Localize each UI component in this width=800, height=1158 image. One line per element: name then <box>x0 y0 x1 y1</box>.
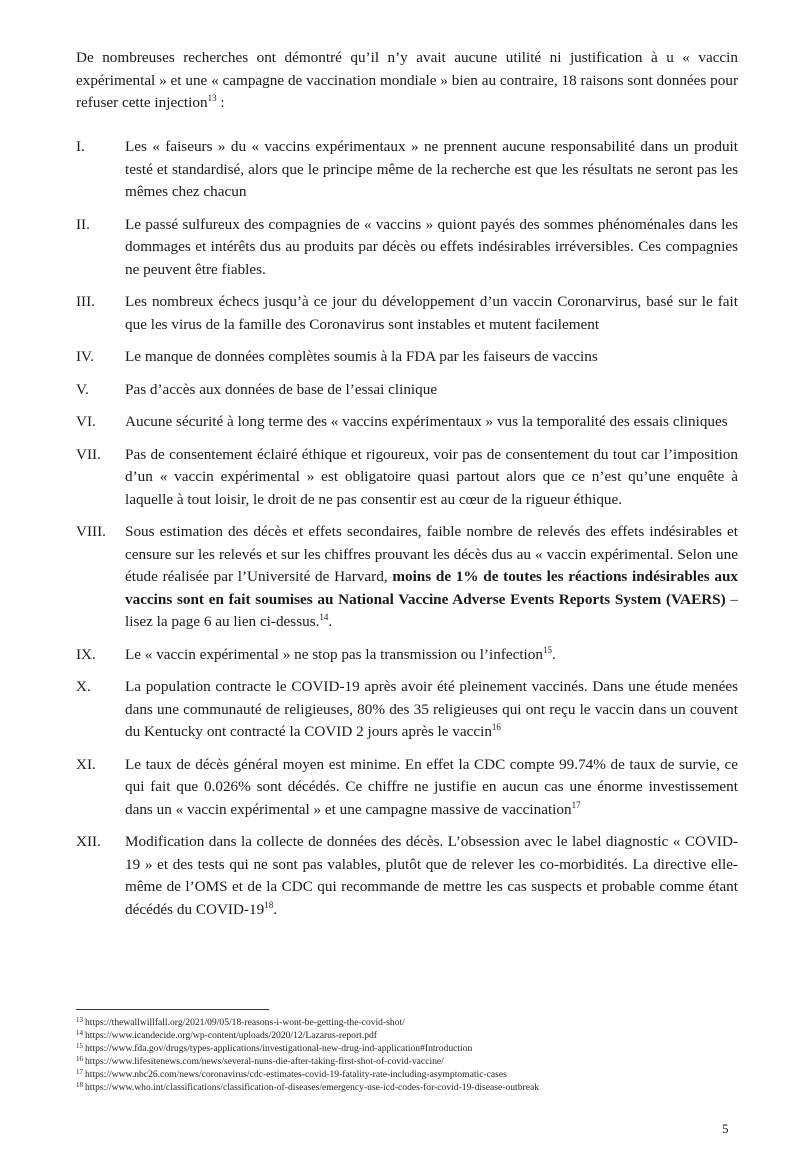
list-item <box>76 754 738 822</box>
list-item <box>76 831 738 921</box>
footnote-ref: 18 <box>264 899 274 910</box>
item-number: V. <box>76 380 89 398</box>
footnote <box>76 1042 738 1055</box>
item-number: IV. <box>76 348 94 365</box>
item-text: Le taux de décès général moyen est minime. En effet la CDC compte 99.74% de taux de survie, ce qui fait que 0.026% sont décédés. Ce chiffre ne justifie en aucun cas une énorme investissement dans un « vaccin expérimental » et une campagne massive de vaccination <box>125 755 738 818</box>
footnote-ref: 14 <box>319 612 329 622</box>
item-text: Pas d’accès aux données de base de l’essai clinique <box>125 380 438 398</box>
list-item <box>76 346 738 369</box>
item-number: XI. <box>76 755 96 773</box>
item-text: La population contracte le COVID-19 après avoir été pleinement vaccinés. Dans une étude menées dans une communauté de religieuses, 80% des 35 religieuses qui ont reçu le vaccin dans un couvent du Kentucky ont contracté la COVID 2 jours après le vaccin <box>125 678 738 740</box>
footnote-number: 18 <box>76 1081 83 1090</box>
item-text: Les « faiseurs » du « vaccins expérimentaux » ne prennent aucune responsabilité dans un produit testé et standardisé, alors que le principe même de la recherche est que les résultats ne seront pas les mêmes chez chacun <box>125 138 738 200</box>
footnote-link[interactable]: https://www.nbc26.com/news/coronavirus/cdc-estimates-covid-19-fatality-rate-including-asymptomatic-cases <box>85 1069 507 1081</box>
list-item <box>76 411 738 434</box>
item-number: II. <box>76 215 90 233</box>
list-item <box>76 214 738 282</box>
footnote <box>76 1068 738 1081</box>
intro-text: De nombreuses recherches ont démontré qu’il n’y avait aucune utilité ni justification à u « vaccin expérimental » et une « campagne de vaccination mondiale » bien au contraire, 18 raisons sont données pour refuser cette injection <box>76 49 738 111</box>
list-item <box>76 136 738 204</box>
item-text: Le « vaccin expérimental » ne stop pas la transmission ou l’infection <box>125 645 543 663</box>
footnote-link[interactable]: https://thewallwillfall.org/2021/09/05/18-reasons-i-wont-be-getting-the-covid-shot/ <box>85 1017 405 1028</box>
footnote-link[interactable]: https://www.icandecide.org/wp-content/uploads/2020/12/Lazarus-report.pdf <box>85 1030 377 1042</box>
item-text: Les nombreux échecs jusqu’à ce jour du développement d’un vaccin Coronarvirus, basé sur le fait que les virus de la famille des Coronavirus sont instables et mutent facilement <box>125 293 738 333</box>
item-end: . <box>273 900 277 918</box>
item-text: Aucune sécurité à long terme des « vaccins expérimentaux » vus la temporalité des essais cliniques <box>125 413 728 430</box>
footnote-divider <box>76 1009 269 1010</box>
footnote-number: 13 <box>76 1016 83 1024</box>
footnotes <box>76 1016 738 1095</box>
intro-tail: : <box>216 94 225 111</box>
footnote-link[interactable]: https://www.lifesitenews.com/news/several-nuns-die-after-taking-first-shot-of-covid-vaccine/ <box>85 1056 444 1068</box>
intro-paragraph <box>76 47 738 115</box>
item-text: Le passé sulfureux des compagnies de « vaccins » quiont payés des sommes phénoménales dans les dommages et intérêts dus au produits par décès ou effets indésirables irréversibles. Ces compagnies ne peuvent être fiables. <box>125 215 738 278</box>
item-text: Modification dans la collecte de données des décès. L’obsession avec le label diagnostic « COVID-19 » et des tests qui ne sont pas valables, plutôt que de relever les co-morbidités. La directive elle-même de l’OMS et de la CDC qui recommande de mettre les cas suspects et probable comme étant décédés du COVID-19 <box>125 833 738 918</box>
footnote-link[interactable]: https://www.who.int/classifications/classification-of-diseases/emergency-use-icd-codes-for-covid-19-disease-outbreak <box>85 1082 540 1094</box>
list-item <box>76 291 738 336</box>
footnote <box>76 1016 738 1029</box>
list-item <box>76 521 738 634</box>
item-text: Pas de consentement éclairé éthique et rigoureux, voir pas de consentement du tout car l’imposition d’un « vaccin expérimental » est obligatoire quasi partout alors que ce n’est qu’une enquête à laquelle à tout loisir, le droit de ne pas consentir est au cœur de la rigueur éthique. <box>125 445 738 508</box>
footnote-ref: 17 <box>571 799 581 810</box>
item-text: Le manque de données complètes soumis à la FDA par les faiseurs de vaccins <box>125 348 598 365</box>
reasons-list <box>76 136 738 931</box>
page-number: 5 <box>722 1121 729 1136</box>
item-number: XII. <box>76 833 101 850</box>
item-number: X. <box>76 678 91 695</box>
item-number: I. <box>76 138 85 155</box>
item-number: III. <box>76 293 95 310</box>
list-item <box>76 444 738 512</box>
footnote-number: 15 <box>76 1042 83 1051</box>
list-item <box>76 644 738 667</box>
footnote-ref: 15 <box>542 644 552 655</box>
item-end: . <box>551 645 556 663</box>
footnote-number: 16 <box>76 1055 83 1064</box>
footnote-ref: 16 <box>491 722 501 732</box>
footnote-ref: 13 <box>207 93 217 103</box>
item-tail: – lisez la page 6 au lien ci-dessus. <box>125 590 738 630</box>
item-number: IX. <box>76 645 96 663</box>
item-bold-text: moins de 1% de toutes les réactions indésirables aux vaccins sont en fait soumises au National Vaccine Adverse Events Reports System (VAERS) <box>125 568 738 608</box>
list-item <box>76 379 738 402</box>
item-number: VI. <box>76 413 96 430</box>
item-number: VII. <box>76 445 101 463</box>
footnote <box>76 1029 738 1042</box>
footnote-number: 17 <box>76 1068 83 1077</box>
footnote <box>76 1055 738 1068</box>
list-item <box>76 676 738 744</box>
item-end: . <box>328 613 333 630</box>
footnote-number: 14 <box>76 1029 83 1038</box>
footnote-link[interactable]: https://www.fda.gov/drugs/types-applications/investigational-new-drug-ind-application#Introduction <box>85 1043 473 1055</box>
item-text: Sous estimation des décès et effets secondaires, faible nombre de relevés des effets indésirables et censure sur les relevés et sur les chiffres prouvant les décès dus au « vaccin expérimental. Selon une étude réalisée par l’Université de Harvard, <box>125 523 738 585</box>
footnote <box>76 1081 738 1094</box>
item-number: VIII. <box>76 523 106 540</box>
